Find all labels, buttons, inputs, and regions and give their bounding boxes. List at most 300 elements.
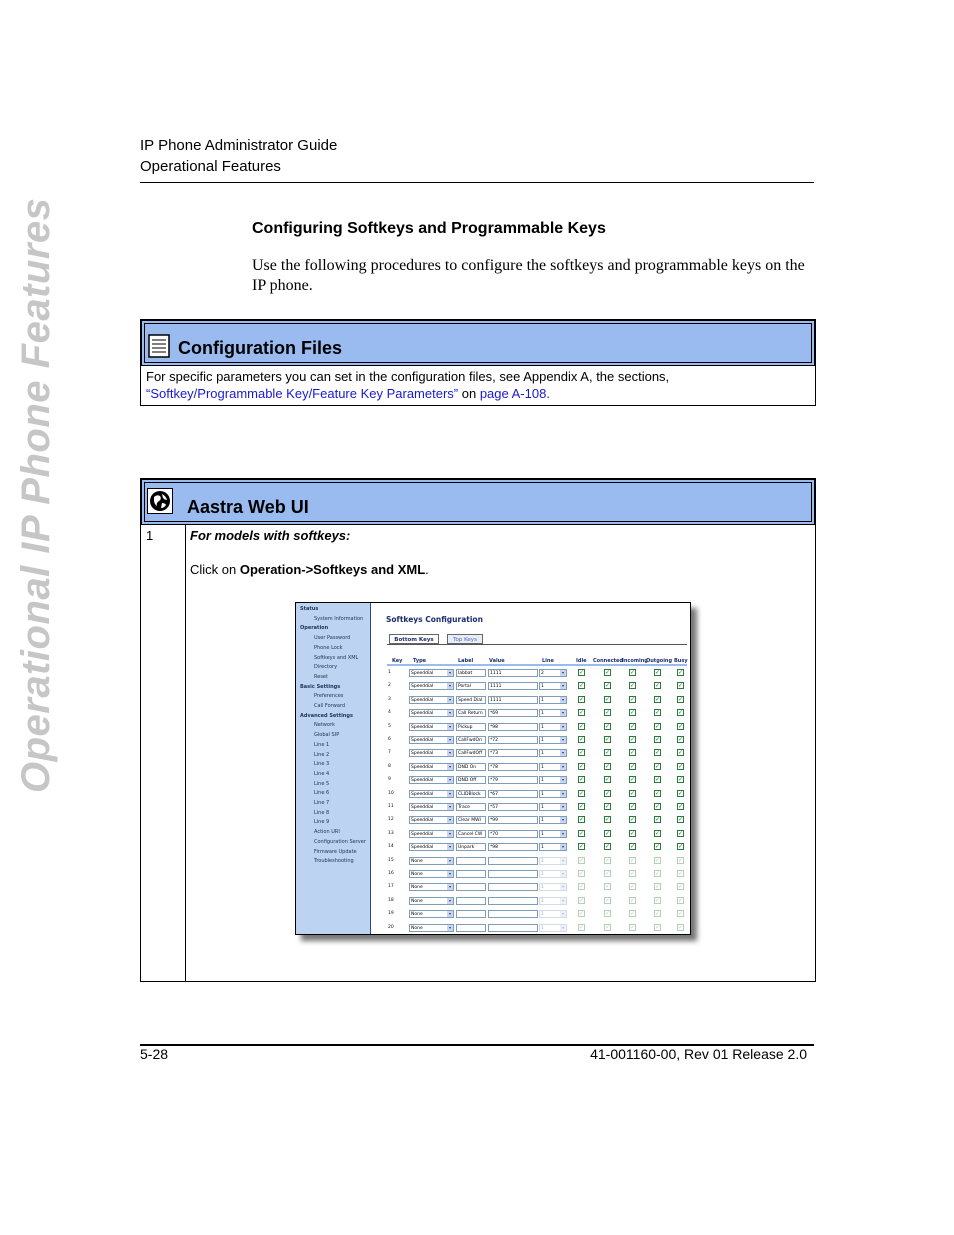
state-checkbox[interactable]: ✓ <box>678 883 684 891</box>
state-checkbox[interactable]: ✓ <box>579 736 585 743</box>
type-select[interactable]: Speeddial ▾ <box>409 763 454 771</box>
state-checkbox[interactable]: ✓ <box>605 776 611 784</box>
state-checkbox[interactable]: ✓ <box>678 749 684 757</box>
nav-item[interactable]: Line 3 <box>314 761 330 768</box>
label-field[interactable]: Trace <box>456 803 486 811</box>
value-field[interactable]: *98 <box>488 843 538 851</box>
line-select[interactable]: 1 ▾ <box>539 736 567 744</box>
line-select[interactable]: 1 ▾ <box>539 924 567 932</box>
side-chapter-title: Operational IP Phone Features <box>14 197 58 793</box>
state-checkbox[interactable]: ✓ <box>579 816 585 824</box>
chevron-down-icon: ▾ <box>448 710 451 716</box>
key-number: 14 <box>388 844 394 850</box>
column-header: Value <box>489 658 505 664</box>
state-checkbox[interactable]: ✓ <box>678 803 684 810</box>
state-checkbox[interactable]: ✓ <box>655 816 661 824</box>
state-checkbox[interactable]: ✓ <box>655 669 661 676</box>
softkeys-screenshot <box>295 602 691 935</box>
state-checkbox[interactable]: ✓ <box>579 776 585 784</box>
state-checkbox[interactable]: ✓ <box>605 910 611 918</box>
line-select[interactable]: 1 ▾ <box>539 682 567 690</box>
label-field[interactable]: CallFwdOn <box>456 736 486 744</box>
column-header: Key <box>392 658 403 664</box>
state-checkbox[interactable]: ✓ <box>605 843 611 851</box>
state-checkbox[interactable]: ✓ <box>630 669 636 676</box>
value-field[interactable]: 1111 <box>488 669 538 677</box>
line-select[interactable]: 1 ▾ <box>539 709 567 717</box>
config-files-text-prefix: For specific parameters you can set in the configuration files, see Appendix A, the sections, <box>146 369 670 384</box>
state-checkbox[interactable]: ✓ <box>678 870 684 877</box>
chevron-down-icon: ▾ <box>561 844 564 850</box>
value-field[interactable]: *98 <box>488 723 538 731</box>
parameters-link[interactable]: “Softkey/Programmable Key/Feature Key Parameters” <box>146 386 459 401</box>
nav-item[interactable]: Line 2 <box>314 751 330 758</box>
label-field[interactable] <box>456 924 486 932</box>
state-checkbox[interactable]: ✓ <box>678 762 684 770</box>
doc-number: 41-001160-00, Rev 01 Release 2.0 <box>590 1046 807 1062</box>
line-select[interactable]: 1 ▾ <box>539 857 567 865</box>
state-checkbox[interactable]: ✓ <box>678 829 684 837</box>
label-field[interactable] <box>456 870 486 878</box>
state-checkbox[interactable]: ✓ <box>630 736 636 743</box>
state-checkbox[interactable]: ✓ <box>678 843 684 851</box>
tab-top-keys[interactable]: Top Keys <box>447 634 483 644</box>
state-checkbox[interactable]: ✓ <box>579 923 585 931</box>
state-checkbox[interactable]: ✓ <box>579 669 585 676</box>
state-checkbox[interactable]: ✓ <box>655 843 661 851</box>
state-checkbox[interactable]: ✓ <box>630 776 636 784</box>
label-field[interactable] <box>456 883 486 891</box>
state-checkbox[interactable]: ✓ <box>655 896 661 904</box>
column-header: Incoming <box>622 658 648 664</box>
step-column-divider <box>185 525 186 982</box>
state-checkbox[interactable]: ✓ <box>655 749 661 757</box>
line-select[interactable]: 1 ▾ <box>539 776 567 784</box>
state-checkbox[interactable]: ✓ <box>655 829 661 837</box>
label-field[interactable]: Pickup <box>456 723 486 731</box>
nav-item[interactable]: Softkeys and XML <box>314 654 359 661</box>
key-number: 17 <box>388 884 394 890</box>
type-select[interactable]: None ▾ <box>409 870 454 878</box>
state-checkbox[interactable]: ✓ <box>630 870 636 877</box>
state-checkbox[interactable]: ✓ <box>579 803 585 810</box>
chevron-down-icon: ▾ <box>448 750 451 756</box>
state-checkbox[interactable]: ✓ <box>579 829 585 837</box>
document-icon <box>148 334 170 358</box>
config-files-bar <box>141 320 815 366</box>
value-field[interactable] <box>488 857 538 865</box>
column-header: Connected <box>593 658 623 664</box>
state-checkbox[interactable]: ✓ <box>678 669 684 676</box>
header-rule <box>140 182 814 183</box>
type-select[interactable]: None ▾ <box>409 910 454 918</box>
nav-item[interactable]: Global SIP <box>314 732 340 739</box>
type-select[interactable]: None ▾ <box>409 857 454 865</box>
chevron-down-icon: ▾ <box>561 817 564 823</box>
state-checkbox[interactable]: ✓ <box>655 856 661 864</box>
value-field[interactable]: *57 <box>488 803 538 811</box>
nav-item[interactable]: Phone Lock <box>314 644 343 651</box>
chevron-down-icon: ▾ <box>561 830 564 836</box>
state-checkbox[interactable]: ✓ <box>678 736 684 743</box>
nav-item[interactable]: Line 4 <box>314 770 330 777</box>
state-checkbox[interactable]: ✓ <box>579 870 585 877</box>
chevron-down-icon: ▾ <box>448 884 451 890</box>
state-checkbox[interactable]: ✓ <box>655 709 661 717</box>
column-header: Type <box>413 658 427 664</box>
key-number: 10 <box>388 790 394 796</box>
state-checkbox[interactable]: ✓ <box>605 695 611 703</box>
config-files-on: on <box>458 386 480 401</box>
state-checkbox[interactable]: ✓ <box>579 682 585 690</box>
label-field[interactable]: Call Return <box>456 709 486 717</box>
state-checkbox[interactable]: ✓ <box>630 709 636 717</box>
label-field[interactable] <box>456 857 486 865</box>
key-number: 16 <box>388 871 394 876</box>
page-number: 5-28 <box>140 1046 169 1062</box>
line-select[interactable]: 1 ▾ <box>539 830 567 838</box>
config-files-text <box>146 368 806 402</box>
step-number: 1 <box>146 528 154 543</box>
key-number: 4 <box>388 710 391 716</box>
state-checkbox[interactable]: ✓ <box>605 816 611 824</box>
label-field[interactable]: Speed Dial <box>456 696 486 704</box>
type-select[interactable]: Speeddial ▾ <box>409 843 454 851</box>
state-checkbox[interactable]: ✓ <box>605 856 611 864</box>
state-checkbox[interactable]: ✓ <box>605 883 611 891</box>
chevron-down-icon: ▾ <box>448 817 451 823</box>
line-select[interactable]: 1 ▾ <box>539 816 567 824</box>
section-heading: Configuring Softkeys and Programmable Keys <box>252 220 606 237</box>
state-checkbox[interactable]: ✓ <box>630 910 636 918</box>
state-checkbox[interactable]: ✓ <box>579 883 585 891</box>
chevron-down-icon: ▾ <box>561 670 564 675</box>
tab-bottom-keys[interactable]: Bottom Keys <box>389 634 439 644</box>
line-select[interactable]: 1 ▾ <box>539 723 567 731</box>
label-field[interactable]: CLIDBlock <box>456 790 486 798</box>
value-field[interactable] <box>488 924 538 932</box>
running-header-chapter: Operational Features <box>140 158 281 175</box>
key-number: 6 <box>388 737 391 742</box>
nav-item[interactable]: Preferences <box>314 693 344 700</box>
state-checkbox[interactable]: ✓ <box>655 722 661 730</box>
state-checkbox[interactable]: ✓ <box>655 923 661 931</box>
state-checkbox[interactable]: ✓ <box>655 910 661 918</box>
key-number: 11 <box>388 804 394 809</box>
type-select[interactable]: Speeddial ▾ <box>409 749 454 757</box>
column-header: Label <box>458 658 474 664</box>
state-checkbox[interactable]: ✓ <box>630 803 636 810</box>
value-field[interactable]: *78 <box>488 763 538 771</box>
state-checkbox[interactable]: ✓ <box>579 695 585 703</box>
nav-item[interactable]: Firmware Update <box>314 848 357 855</box>
state-checkbox[interactable]: ✓ <box>630 923 636 931</box>
label-field[interactable]: Clear MWI <box>456 816 486 824</box>
column-header: Outgoing <box>646 658 673 664</box>
nav-item[interactable]: Line 1 <box>314 741 330 748</box>
globe-icon <box>147 488 173 514</box>
label-field[interactable]: CallFwdOff <box>456 749 486 757</box>
state-checkbox[interactable]: ✓ <box>678 910 684 918</box>
intro-paragraph: Use the following procedures to configure the softkeys and programmable keys on the IP phone. <box>252 257 805 294</box>
click-instruction <box>190 561 429 578</box>
key-number: 5 <box>388 723 391 729</box>
state-checkbox[interactable]: ✓ <box>605 722 611 730</box>
type-select[interactable]: Speeddial ▾ <box>409 830 454 838</box>
state-checkbox[interactable]: ✓ <box>630 789 636 797</box>
state-checkbox[interactable]: ✓ <box>678 816 684 824</box>
state-checkbox[interactable]: ✓ <box>655 736 661 743</box>
chevron-down-icon: ▾ <box>448 723 451 729</box>
state-checkbox[interactable]: ✓ <box>678 709 684 717</box>
chevron-down-icon: ▾ <box>561 884 564 890</box>
line-select[interactable]: 1 ▾ <box>539 749 567 757</box>
type-select[interactable]: Speeddial ▾ <box>409 803 454 811</box>
state-checkbox[interactable]: ✓ <box>678 695 684 703</box>
key-number: 8 <box>388 763 391 769</box>
chevron-down-icon: ▾ <box>561 710 564 716</box>
chevron-down-icon: ▾ <box>561 911 564 917</box>
value-field[interactable]: *99 <box>488 816 538 824</box>
label-field[interactable]: DND On <box>456 763 486 771</box>
line-select[interactable]: 1 ▾ <box>539 870 567 878</box>
chevron-down-icon: ▾ <box>561 683 564 689</box>
state-checkbox[interactable]: ✓ <box>630 682 636 690</box>
value-field[interactable] <box>488 870 538 878</box>
state-checkbox[interactable]: ✓ <box>605 870 611 877</box>
state-checkbox[interactable]: ✓ <box>655 803 661 810</box>
state-checkbox[interactable]: ✓ <box>678 896 684 904</box>
type-select[interactable]: Speeddial ▾ <box>409 709 454 717</box>
label-field[interactable]: labbat <box>456 669 486 677</box>
key-number: 9 <box>388 777 391 783</box>
nav-section[interactable]: Operation <box>300 625 329 632</box>
type-select[interactable]: Speeddial ▾ <box>409 696 454 704</box>
click-prefix: Click on <box>190 562 240 577</box>
chevron-down-icon: ▾ <box>561 750 564 756</box>
click-end: . <box>425 562 429 577</box>
nav-section[interactable]: Advanced Settings <box>300 712 353 719</box>
state-checkbox[interactable]: ✓ <box>605 803 611 810</box>
state-checkbox[interactable]: ✓ <box>579 749 585 757</box>
state-checkbox[interactable]: ✓ <box>630 856 636 864</box>
web-ui-title: Aastra Web UI <box>187 497 309 517</box>
nav-item[interactable]: Line 5 <box>314 780 330 787</box>
state-checkbox[interactable]: ✓ <box>630 896 636 904</box>
nav-item[interactable]: Directory <box>314 664 338 671</box>
type-select[interactable]: Speeddial ▾ <box>409 736 454 744</box>
nav-item[interactable]: Line 7 <box>314 800 330 806</box>
models-note: For models with softkeys: <box>190 528 351 543</box>
chevron-down-icon: ▾ <box>448 683 451 689</box>
nav-item[interactable]: Line 8 <box>314 809 330 816</box>
state-checkbox[interactable]: ✓ <box>655 776 661 784</box>
type-select[interactable]: None ▾ <box>409 924 454 932</box>
key-number: 3 <box>388 696 391 702</box>
nav-section[interactable]: Status <box>300 606 319 612</box>
line-select[interactable]: 1 ▾ <box>539 696 567 704</box>
chevron-down-icon: ▾ <box>448 871 451 876</box>
value-field[interactable]: *73 <box>488 749 538 757</box>
chevron-down-icon: ▾ <box>448 830 451 836</box>
line-select[interactable]: 1 ▾ <box>539 763 567 771</box>
line-select[interactable]: 2 ▾ <box>539 669 567 677</box>
state-checkbox[interactable]: ✓ <box>605 749 611 757</box>
state-checkbox[interactable]: ✓ <box>605 896 611 904</box>
key-number: 7 <box>388 750 391 756</box>
state-checkbox[interactable]: ✓ <box>605 829 611 837</box>
state-checkbox[interactable]: ✓ <box>605 762 611 770</box>
page-link[interactable]: page A-108 <box>479 386 547 401</box>
value-field[interactable]: *70 <box>488 830 538 838</box>
chevron-down-icon: ▾ <box>561 871 564 876</box>
label-field[interactable]: Cancel CW <box>456 830 486 838</box>
state-checkbox[interactable]: ✓ <box>630 816 636 824</box>
type-select[interactable]: Speeddial ▾ <box>409 669 454 677</box>
state-checkbox[interactable]: ✓ <box>655 682 661 690</box>
state-checkbox[interactable]: ✓ <box>678 856 684 864</box>
chevron-down-icon: ▾ <box>448 670 451 675</box>
type-select[interactable]: Speeddial ▾ <box>409 790 454 798</box>
nav-section[interactable]: Basic Settings <box>300 683 341 690</box>
config-files-title: Configuration Files <box>178 338 342 358</box>
value-field[interactable]: 1111 <box>488 696 538 704</box>
line-select[interactable]: 1 ▾ <box>539 803 567 811</box>
chevron-down-icon: ▾ <box>561 777 564 783</box>
web-ui-bar <box>141 479 815 525</box>
chevron-down-icon: ▾ <box>448 777 451 783</box>
nav-item[interactable]: Line 9 <box>314 819 330 826</box>
state-checkbox[interactable]: ✓ <box>605 682 611 690</box>
chevron-down-icon: ▾ <box>561 897 564 903</box>
state-checkbox[interactable]: ✓ <box>678 722 684 730</box>
chevron-down-icon: ▾ <box>448 857 451 863</box>
state-checkbox[interactable]: ✓ <box>579 843 585 851</box>
state-checkbox[interactable]: ✓ <box>579 910 585 918</box>
chevron-down-icon: ▾ <box>561 763 564 769</box>
key-number: 13 <box>388 830 394 836</box>
state-checkbox[interactable]: ✓ <box>605 789 611 797</box>
menu-path: Operation->Softkeys and XML <box>239 562 426 577</box>
chevron-down-icon: ▾ <box>561 737 564 742</box>
state-checkbox[interactable]: ✓ <box>630 749 636 757</box>
nav-item[interactable]: User Password <box>314 635 351 642</box>
key-number: 12 <box>388 817 394 823</box>
state-checkbox[interactable]: ✓ <box>630 722 636 730</box>
state-checkbox[interactable]: ✓ <box>579 762 585 770</box>
state-checkbox[interactable]: ✓ <box>655 870 661 877</box>
label-field[interactable] <box>456 897 486 905</box>
state-checkbox[interactable]: ✓ <box>630 843 636 851</box>
label-field[interactable] <box>456 910 486 918</box>
value-field[interactable] <box>488 883 538 891</box>
state-checkbox[interactable]: ✓ <box>630 883 636 891</box>
nav-item[interactable]: Network <box>314 722 335 729</box>
type-select[interactable]: None ▾ <box>409 897 454 905</box>
nav-item[interactable]: Reset <box>314 673 328 680</box>
state-checkbox[interactable]: ✓ <box>655 789 661 797</box>
chevron-down-icon: ▾ <box>561 790 564 796</box>
type-select[interactable]: None ▾ <box>409 883 454 891</box>
key-number: 18 <box>388 897 394 903</box>
state-checkbox[interactable]: ✓ <box>605 669 611 676</box>
state-checkbox[interactable]: ✓ <box>678 789 684 797</box>
state-checkbox[interactable]: ✓ <box>605 709 611 717</box>
nav-item[interactable]: Line 6 <box>314 790 330 797</box>
chevron-down-icon: ▾ <box>561 804 564 809</box>
state-checkbox[interactable]: ✓ <box>655 883 661 891</box>
config-files-end: . <box>546 386 550 401</box>
state-checkbox[interactable]: ✓ <box>630 695 636 703</box>
column-header: Busy <box>674 658 688 664</box>
chevron-down-icon: ▾ <box>448 737 451 742</box>
type-select[interactable]: Speeddial ▾ <box>409 723 454 731</box>
state-checkbox[interactable]: ✓ <box>630 762 636 770</box>
state-checkbox[interactable]: ✓ <box>678 923 684 931</box>
chevron-down-icon: ▾ <box>561 696 564 702</box>
state-checkbox[interactable]: ✓ <box>579 709 585 717</box>
state-checkbox[interactable]: ✓ <box>605 736 611 743</box>
state-checkbox[interactable]: ✓ <box>605 923 611 931</box>
state-checkbox[interactable]: ✓ <box>678 776 684 784</box>
line-select[interactable]: 1 ▾ <box>539 910 567 918</box>
column-header: Line <box>542 658 554 664</box>
state-checkbox[interactable]: ✓ <box>678 682 684 690</box>
state-checkbox[interactable]: ✓ <box>579 856 585 864</box>
value-field[interactable]: *67 <box>488 790 538 798</box>
chevron-down-icon: ▾ <box>561 857 564 863</box>
chevron-down-icon: ▾ <box>448 696 451 702</box>
value-field[interactable] <box>488 910 538 918</box>
state-checkbox[interactable]: ✓ <box>579 789 585 797</box>
state-checkbox[interactable]: ✓ <box>579 896 585 904</box>
type-select[interactable]: Speeddial ▾ <box>409 682 454 690</box>
state-checkbox[interactable]: ✓ <box>655 695 661 703</box>
web-ui-nav <box>296 603 371 934</box>
type-select[interactable]: Speeddial ▾ <box>409 816 454 824</box>
chevron-down-icon: ▾ <box>448 804 451 809</box>
key-number: 2 <box>388 683 391 689</box>
line-select[interactable]: 1 ▾ <box>539 843 567 851</box>
nav-item[interactable]: Configuration Server <box>314 838 366 845</box>
line-select[interactable]: 1 ▾ <box>539 883 567 891</box>
running-header-title: IP Phone Administrator Guide <box>140 137 338 154</box>
key-number: 20 <box>388 924 394 930</box>
value-field[interactable]: 1111 <box>488 682 538 690</box>
value-field[interactable]: *69 <box>488 709 538 717</box>
state-checkbox[interactable]: ✓ <box>579 722 585 730</box>
state-checkbox[interactable]: ✓ <box>630 829 636 837</box>
tab-underline <box>387 644 687 645</box>
header-underline <box>387 664 687 666</box>
chevron-down-icon: ▾ <box>561 723 564 729</box>
value-field[interactable]: *72 <box>488 736 538 744</box>
label-field[interactable]: Unpark <box>456 843 486 851</box>
type-select[interactable]: Speeddial ▾ <box>409 776 454 784</box>
nav-item[interactable]: Action URI <box>314 829 340 836</box>
config-files-box <box>140 319 816 406</box>
line-select[interactable]: 1 ▾ <box>539 897 567 905</box>
label-field[interactable]: Portal <box>456 682 486 690</box>
value-field[interactable] <box>488 897 538 905</box>
nav-item[interactable]: Troubleshooting <box>314 858 354 865</box>
line-select[interactable]: 1 ▾ <box>539 790 567 798</box>
value-field[interactable]: *79 <box>488 776 538 784</box>
nav-item[interactable]: Call Forward <box>314 703 346 709</box>
state-checkbox[interactable]: ✓ <box>655 762 661 770</box>
nav-item[interactable]: System Information <box>314 615 364 622</box>
label-field[interactable]: DND Off <box>456 776 486 784</box>
